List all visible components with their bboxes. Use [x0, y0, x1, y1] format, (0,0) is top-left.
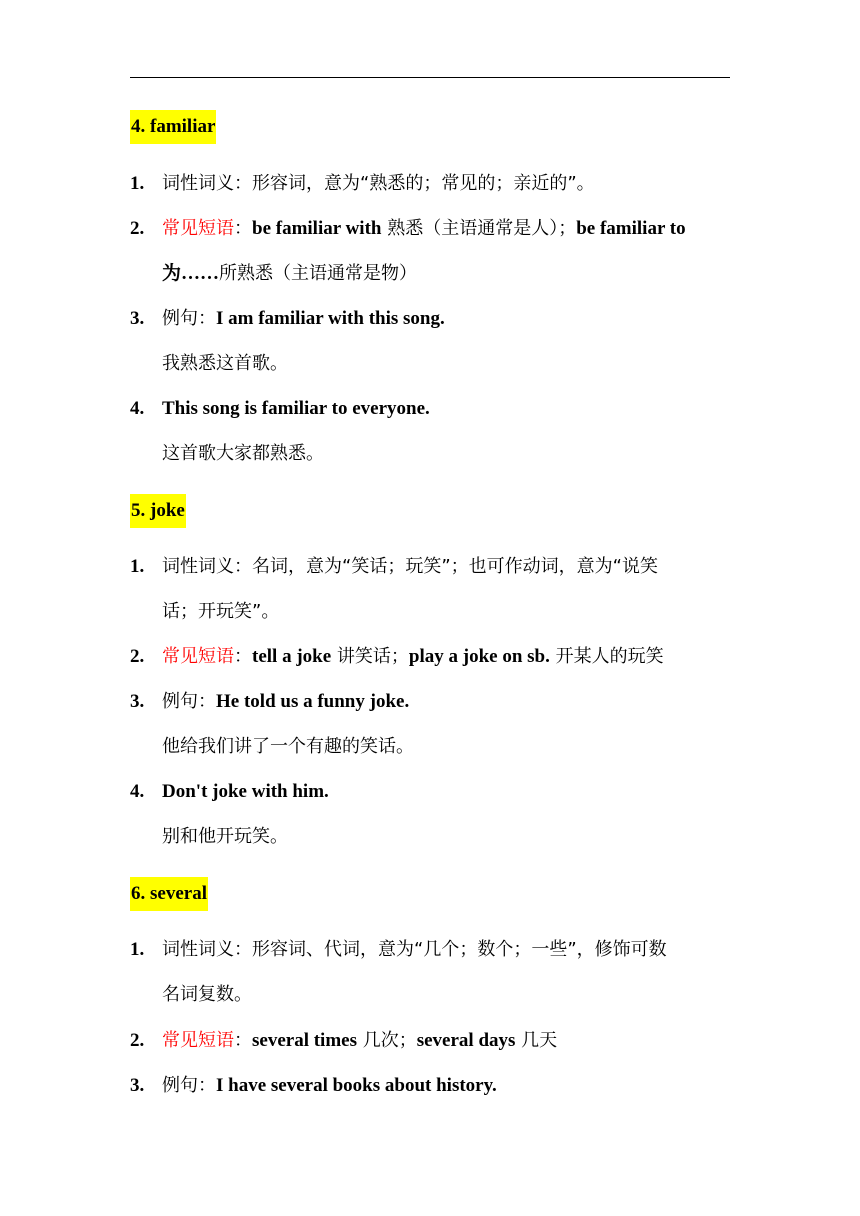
heading-joke: 5. joke: [130, 494, 186, 528]
heading-familiar: 4. familiar: [130, 110, 216, 144]
list-item-several-phrases: 2. 常见短语：several times 几次；several days 几天: [130, 1030, 558, 1051]
list-item-familiar-example: 3. 例句：I am familiar with this song.: [130, 308, 445, 329]
list-item-familiar-example-2: 4. This song is familiar to everyone.: [130, 398, 430, 419]
list-item-joke-example: 3. 例句：He told us a funny joke.: [130, 691, 410, 712]
heading-several: 6. several: [130, 877, 208, 911]
list-item-familiar-phrases: 2. 常见短语：be familiar with 熟悉（主语通常是人）；be familiar to: [130, 218, 686, 239]
example-translation: 别和他开玩笑。: [162, 826, 288, 847]
list-item-joke-meaning-cont: 话；开玩笑”。: [162, 601, 280, 622]
header-rule: [130, 77, 730, 78]
list-item-familiar-meaning: 1. 词性词义：形容词，意为“熟悉的；常见的；亲近的”。: [130, 173, 595, 194]
list-item-several-meaning-cont: 名词复数。: [162, 984, 252, 1005]
list-item-familiar-phrases-cont: 为……所熟悉（主语通常是物）: [162, 263, 418, 284]
example-translation: 我熟悉这首歌。: [162, 353, 288, 374]
list-item-joke-example-2: 4. Don't joke with him.: [130, 781, 329, 802]
list-item-several-meaning: 1. 词性词义：形容词、代词，意为“几个；数个；一些”，修饰可数: [130, 939, 667, 960]
example-translation: 这首歌大家都熟悉。: [162, 443, 324, 464]
list-item-several-example: 3. 例句：I have several books about history.: [130, 1075, 497, 1096]
list-item-joke-meaning: 1. 词性词义：名词，意为“笑话；玩笑”；也可作动词，意为“说笑: [130, 556, 658, 577]
example-translation: 他给我们讲了一个有趣的笑话。: [162, 736, 414, 757]
list-item-joke-phrases: 2. 常见短语：tell a joke 讲笑话；play a joke on sb. 开某人的玩笑: [130, 646, 664, 667]
